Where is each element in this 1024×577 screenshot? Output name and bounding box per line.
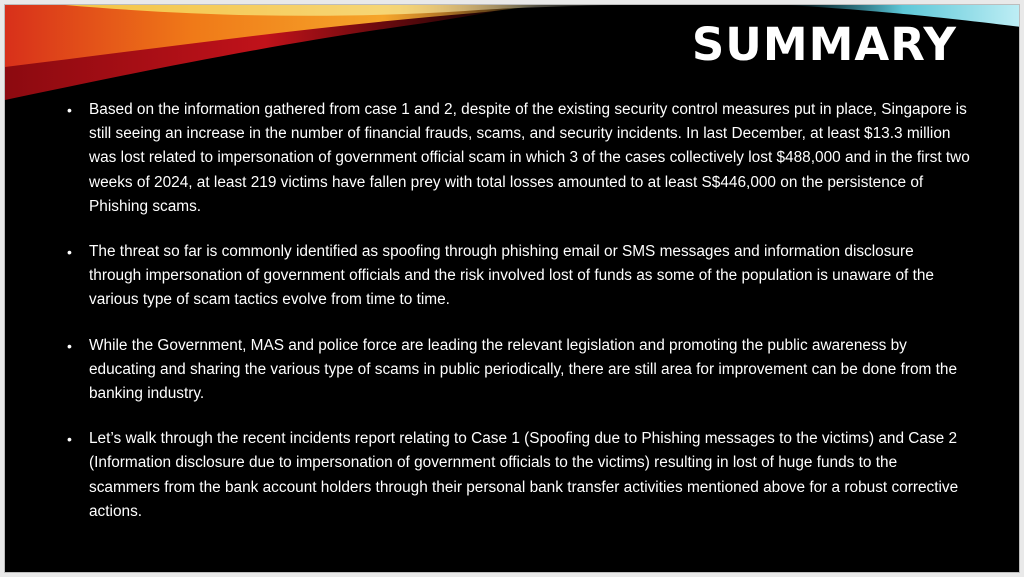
slide-title: SUMMARY [691,18,957,71]
bullet-text: While the Government, MAS and police force are leading the relevant legislation and promoting the public awareness by educating and sharing the various type of scams in public periodically, there are still area for improvement can be done from the banking industry. [89,336,958,403]
bullet-item [65,334,970,407]
slide [4,4,1020,573]
bullet-text: Let’s walk through the recent incidents report relating to Case 1 (Spoofing due to Phishing messages to the victims) and Case 2 (Information disclosure due to impersonation of government officials to the victims) resulting in lost of huge funds to the scammers from the bank account holders through their personal bank transfer activities mentioned above for a robust corrective actions. [89,430,959,520]
bullet-marker: • [67,337,72,354]
bullet-list [65,98,970,545]
bullet-marker: • [67,102,72,118]
bullet-item [65,98,970,219]
bullet-text: Based on the information gathered from case 1 and 2, despite of the existing security control measures put in place, Singapore is still seeing an increase in the number of financial frauds, scams, and security incidents. In last December, at least $13.3 million was lost related to impersonation of government official scam in which 3 of the cases collectively lost $488,000 and in the first two weeks of 2024, at least 219 victims have fallen prey with total losses amounted to at least S$446,000 on the persistence of Phishing scams. [89,101,970,215]
bullet-item [65,240,970,313]
bullet-item [65,427,970,524]
bullet-marker: • [67,244,72,261]
bullet-marker: • [67,431,72,448]
bullet-text: The threat so far is commonly identified as spoofing through phishing email or SMS messages and information disclosure through impersonation of government officials and the risk involved lost of funds as some of the population is unaware of the various type of scam tactics evolve from time to time. [89,243,934,309]
